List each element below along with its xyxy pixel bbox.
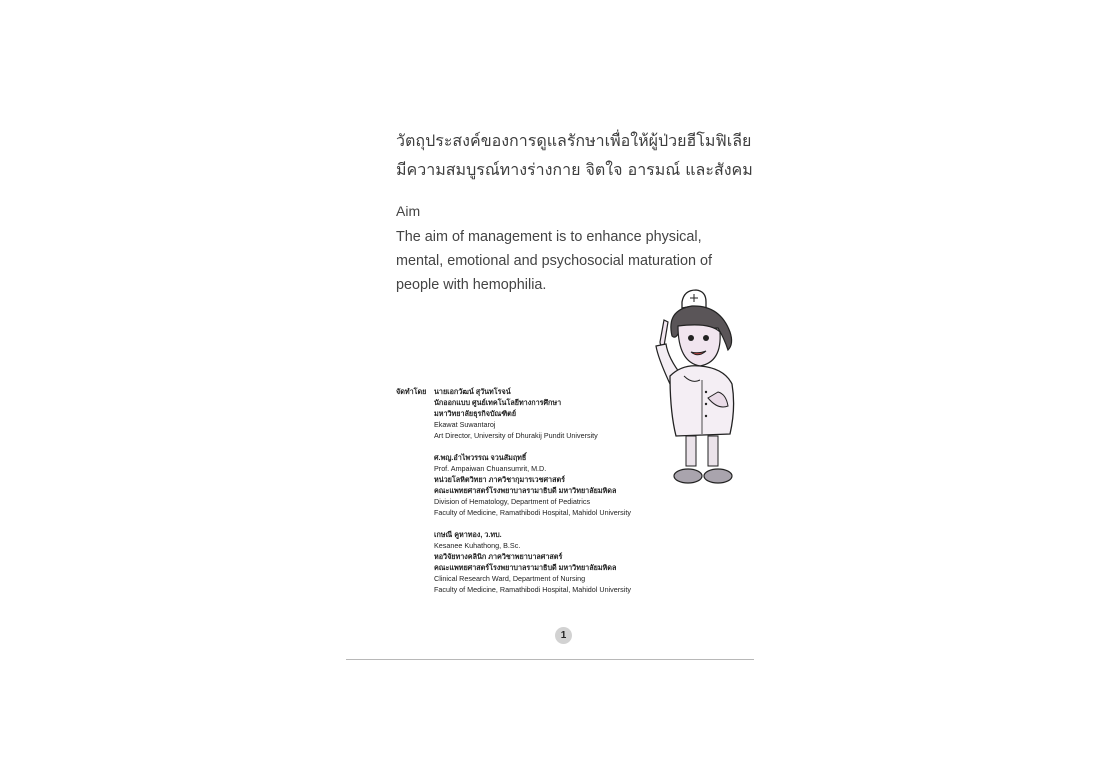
nurse-cartoon-illustration — [648, 288, 738, 488]
page-number-badge: 1 — [555, 627, 572, 644]
credit-1-line: Art Director, University of Dhurakij Pundit University — [434, 431, 598, 440]
credit-1-name: นายเอกวัฒน์ สุวันทโรจน์ — [434, 387, 511, 396]
credit-2-line: หน่วยโลหิตวิทยา ภาควิชากุมารเวชศาสตร์ — [434, 475, 565, 484]
credit-2-line: Division of Hematology, Department of Pediatrics — [434, 497, 591, 506]
footer-divider — [346, 659, 754, 660]
credit-3-line: Clinical Research Ward, Department of Nursing — [434, 574, 586, 583]
aim-line-1: The aim of management is to enhance physical, — [396, 229, 702, 245]
thai-title-line-1: วัตถุประสงค์ของการดูแลรักษาเพื่อให้ผู้ป่วยฮีโมฟิเลีย — [396, 131, 752, 150]
credit-1-line: Ekawat Suwantaroj — [434, 420, 496, 429]
aim-line-3: people with hemophilia. — [396, 277, 547, 293]
aim-paragraph — [396, 225, 746, 297]
credit-3-line: เกษณี คูหาทอง, ว.ทบ. — [434, 530, 502, 539]
credits-block — [396, 386, 666, 595]
credits-label: จัดทำโดย — [396, 387, 427, 396]
credit-2-line: ศ.พญ.อำไพวรรณ จวนสัมฤทธิ์ — [434, 453, 527, 462]
credit-3 — [434, 529, 666, 595]
aim-heading: Aim — [396, 203, 421, 219]
credit-1-line: นักออกแบบ ศูนย์เทคโนโลยีทางการศึกษา — [434, 398, 562, 407]
credit-3-line: หอวิจัยทางคลินิก ภาควิชาพยาบาลศาสตร์ — [434, 552, 563, 561]
aim-line-2: mental, emotional and psychosocial maturation of — [396, 253, 712, 269]
credit-3-line: คณะแพทยศาสตร์โรงพยาบาลรามาธิบดี มหาวิทยาลัยมหิดล — [434, 563, 617, 572]
credit-2-line: Prof. Ampaiwan Chuansumrit, M.D. — [434, 464, 547, 473]
credit-2-line: Faculty of Medicine, Ramathibodi Hospital, Mahidol University — [434, 508, 631, 517]
thai-title-line-2: มีความสมบูรณ์ทางร่างกาย จิตใจ อารมณ์ และสังคม — [396, 160, 753, 179]
credit-3-line: Faculty of Medicine, Ramathibodi Hospital, Mahidol University — [434, 585, 631, 594]
credit-1-line: มหาวิทยาลัยธุรกิจบัณฑิตย์ — [434, 409, 517, 418]
thai-title — [396, 126, 756, 184]
credit-2 — [434, 452, 666, 518]
credit-2-line: คณะแพทยศาสตร์โรงพยาบาลรามาธิบดี มหาวิทยาลัยมหิดล — [434, 486, 617, 495]
credit-3-line: Kesanee Kuhathong, B.Sc. — [434, 541, 521, 550]
